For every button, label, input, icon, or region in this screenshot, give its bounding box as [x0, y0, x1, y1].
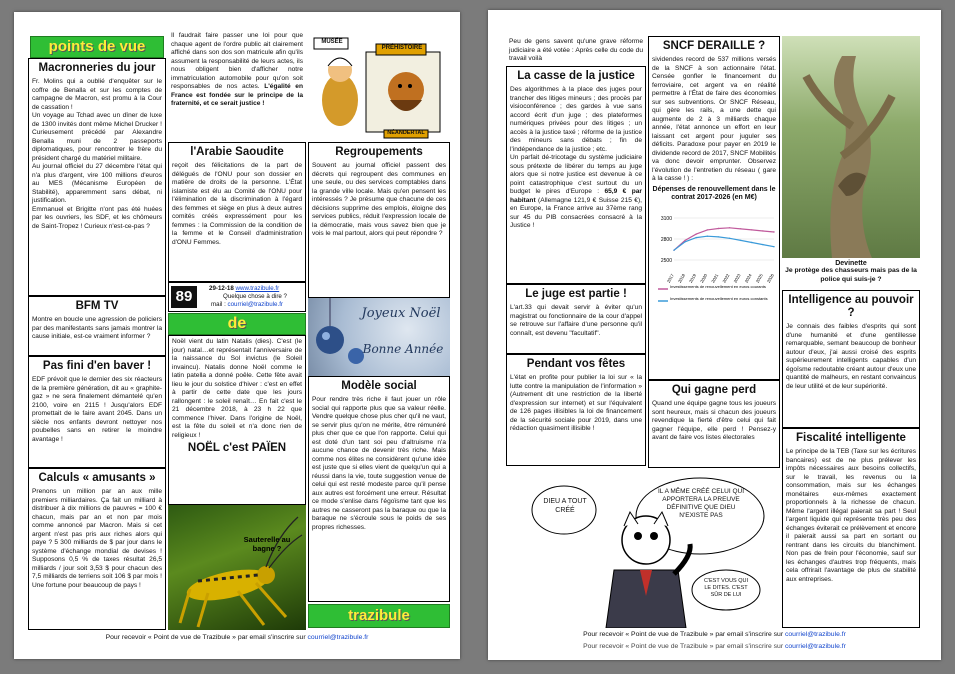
joyeux-noel-card	[308, 298, 450, 376]
chart-xtick-label: 2017	[665, 272, 675, 284]
grasshopper-caption: Sauterelle au bagne ?	[243, 535, 291, 553]
footer-right-repeat-text: Pour recevoir « Point de vue de Trazibule » par email s'inscrire sur	[583, 643, 785, 650]
footer-right-mail[interactable]: courriel@trazibule.fr	[784, 631, 846, 638]
macronneries-p2: Un voyage au Tchad avec un dîner de luxe de 1300 invités dont même Michel Drucker ! Curieusement précédé par Alexandre Benalla muni de 2 passeports diplomatiques, pour rencontrer le frère du président chargé du matériel militaire.	[32, 112, 162, 162]
chart-xtick-label: 2020	[699, 272, 709, 284]
article-justice-intro	[506, 36, 646, 66]
cartoon-museum	[308, 30, 448, 142]
chart-point	[707, 229, 708, 230]
chart-point	[740, 228, 741, 229]
chart-xtick-label: 2026	[765, 272, 775, 284]
article-calculs	[28, 468, 166, 630]
arabie-title: l'Arabie Saoudite	[190, 146, 284, 158]
chart-point	[773, 231, 774, 232]
col2-top-text: Il faudrait faire passer une loi pour que chaque agent de l'ordre public ait clairement affiché dans son dos son matricule afin qu'ils assument la responsabilité de leurs actes, ils nous obligent bien d'afficher notre immatriculation automobile pour qu'on soit responsables de nos actes. L'égalité en France est fondée sur le principe de la fraternité, et ce serait justice !	[171, 32, 303, 107]
sncf-title: SNCF DERAILLE ?	[662, 40, 766, 52]
chart-legend-label: Investissements de renouvellement en euros constants	[670, 295, 768, 301]
chart-point	[696, 233, 697, 234]
issue-tagline: Quelque chose à dire ?	[223, 293, 287, 300]
issue-date: 29-12-18	[209, 285, 234, 292]
tree-trunk-icon	[782, 36, 920, 258]
chart-point	[729, 227, 730, 228]
banner-trazibule: trazibule	[308, 604, 450, 628]
article-macronneries	[28, 58, 166, 296]
modele-social-text: Pour rendre très riche il faut jouer un rôle social qui rapporte plus que sa valeur réelle. Vendre quelque chose plus cher qu'il ne vaut, se servir plus qu'on ne mérite, être rémunéré plus cher que ce que l'on rapporte. Celui qui est doté d'un tant soi peu d'altruisme n'a aucune chance de devenir très riche. Mais comme nos élites ne considèrent qu'une idée est juste que si elles vient de quelqu'un qui a réussi dans la vie, toute suggestion venue de celui qui est resté modeste parce qu'il pense aux autres est forcément une erreur. Résultat ce mode s'enlise dans l'égoïsme tant que les autres ne casseront pas la baraque ou que la baraque ne s'écroule sous le poids de ses propres richesses.	[312, 396, 446, 531]
article-noel	[168, 335, 306, 505]
chart-point	[696, 236, 697, 237]
issue-box	[168, 282, 306, 312]
devinette-text: Je protège des chasseurs mais pas de la police qui suis-je ?	[785, 267, 917, 283]
article-intelligence	[782, 290, 920, 428]
juge-partie-title: Le juge est partie !	[525, 288, 627, 300]
footer-left	[14, 634, 460, 641]
baver-title: Pas fini d'en baver !	[42, 360, 152, 372]
sncf-text: sividendes record de 537 millions versés de la SNCF à son actionnaire l'état. Censée gonfler le financement du ferroviaire, cet argent va en réalité permettre à l'État de faire des économies sur ses subventions. Or SNCF Réseau, qui gère les rails, a une dette qui augmente de 2 à 3 milliards chaque année, l'état annonce un effort en leur laissant cet argent pour juguler ses déficits. Paradoxe pour payer en 2019 le dividende record de 2017, SNCF Mobilités va donc devoir emprunter. Observez l'évolution de l'entretien du réseau ( gare à la casse ! ) :	[652, 56, 776, 182]
chart-point	[762, 230, 763, 231]
bfm-title: BFM TV	[75, 300, 119, 312]
grasshopper-photo	[168, 505, 306, 630]
chart-xtick-label: 2024	[743, 272, 753, 284]
casse-justice-bold: 65,9 € par habitant	[510, 188, 642, 204]
regroupements-title: Regroupements	[335, 146, 423, 158]
article-sncf	[648, 36, 780, 380]
footer-right-repeat-mail[interactable]: courriel@trazibule.fr	[784, 643, 846, 650]
article-modele-social	[308, 376, 450, 602]
chart-ytick-label: 3100	[660, 215, 672, 222]
bonne-annee-text: Bonne Année	[362, 342, 444, 356]
noel-text: Noël vient du latin Natalis (dies). C'est (le jour) natal…et représentait l'anniversaire de la naissance du Sol invictus (le Soleil invaincu). Natalis donne Noël comme le latin patella a donné poêle. Cette fête avait lieu le jour du solstice d'hiver : c'est en effet à partir de cette date que les jours rallongent : le soleil renaît… En fait c'est le 21 décembre 2018, à 23 h 22 que commence l'hiver. Dans l'origine de Noël, est la fête du soleil et n'a donc rien de religieux !	[172, 338, 302, 439]
banner-points-de-vue: points de vue	[30, 36, 164, 58]
chat-bubble-dieu: DIEU A TOUT CRÉÉ	[543, 498, 587, 514]
footer-right-repeat	[488, 643, 941, 650]
fiscalite-title: Fiscalité intelligente	[796, 432, 906, 444]
issue-site[interactable]: www.trazibule.fr	[235, 285, 280, 292]
macronneries-title: Macronneries du jour	[38, 62, 156, 74]
devinette-title: Devinette	[835, 260, 867, 267]
intelligence-text: Je connais des faibles d'esprits qui sont d'une humanité et d'une gentillesse remarquable, semant beaucoup de bonheur autour d'eux, j'ai aussi croisé des esprits supérieurement intelligents capables d'un égoïsme redoutable créant autour d'eux une quantité de malheurs, en restant convaincus de leur utilité et de leur supériorité.	[786, 323, 916, 390]
article-qui-gagne-perd	[648, 380, 780, 468]
article-devinette	[782, 258, 920, 290]
grasshopper-icon	[168, 505, 306, 630]
chart-point	[773, 246, 774, 247]
page-right	[488, 10, 941, 660]
chart-point	[729, 237, 730, 238]
chart-point	[707, 235, 708, 236]
chart-ytick-label: 2500	[660, 257, 672, 264]
cartoon-sign-musee: MUSÉE	[321, 39, 343, 45]
casse-justice-title: La casse de la justice	[517, 70, 635, 82]
article-pendant-fetes	[506, 354, 646, 466]
justice-intro-text: Peu de gens savent qu'une grave réforme judiciaire a été votée : Après celle du code du travail voilà	[509, 38, 643, 62]
qui-gagne-perd-title: Qui gagne perd	[671, 384, 757, 396]
footer-right	[488, 631, 941, 638]
baver-text: EDF prévoit que le dernier des six réacteurs de la première génération, dit au « graphite-gaz » ne sera finalement démantelé qu'en 2100, voire en 2115 ! Jusqu'alors EDF promettait de le faire avant 2045. Dans un siècle nos enfants devront nettoyer nos poubelles sans en retirer le moindre avantage !	[32, 376, 162, 443]
arabie-text: reçoit des félicitations de la part de délégués de l'ONU pour son dossier en matière de droits de la personne. L'État islamiste est élu au Comité de l'ONU pour l'élimination de la discrimination à l'égard des femmes et siège en plus à deux autres comités créés expressément pour les femmes : la Commission de la condition de la femme et le Conseil d'administration d'ONU Femmes.	[172, 162, 302, 246]
chart-point	[740, 239, 741, 240]
regroupements-text: Souvent au journal officiel passent des décrets qui regroupent des communes en une seule, ou des services comptables dans la grande ville locale. Mais qu'en pensent les intéressés ? Je présume que chacune de ces décisions supprime des emplois, éloigne des services publics, réduit l'expression locale de la démocratie, mais vous savez bien que je vois le mal partout, alors qui peut répondre ?	[312, 162, 446, 237]
casse-justice-text2: Un parfait dé-tricotage du système judiciaire sous prétexte de libérer du temps au juge alors que si notre justice est devenue à ce point catastrophique c'est surtout du un budget le pires d'Europe : 65,9 € par habitant (Allemagne 121,9 € Suisse 215 €), en Europe, la France arrive au 37ème rang sur 45 du PIB consacrées consacré à la Justice !	[510, 154, 642, 229]
chat-cartoon	[506, 470, 780, 628]
chart-xtick-label: 2022	[721, 272, 731, 284]
tree-photo	[782, 36, 920, 258]
article-juge-partie	[506, 284, 646, 354]
footer-right-text: Pour recevoir « Point de vue de Trazibule » par email s'inscrire sur	[583, 631, 785, 638]
chat-bubble-meme: IL A MÊME CRÉÉ CELUI QUI APPORTERA LA PREUVE DÉFINITIVE QUE DIEU N'EXISTE PAS	[657, 488, 745, 519]
pendant-fetes-title: Pendant vos fêtes	[526, 358, 626, 370]
intelligence-title: Intelligence au pouvoir ?	[788, 294, 914, 319]
article-baver	[28, 356, 166, 468]
bfm-text: Montre en boucle une agression de policiers par des manifestants sans jamais montrer la cause initiale, est-ce vraiment informer ?	[32, 316, 162, 340]
issue-number: 89	[171, 286, 197, 308]
chart-xtick-label: 2025	[754, 272, 764, 284]
article-arabie	[168, 142, 306, 282]
chart-title: Dépenses de renouvellement dans le contrat 2017-2026 (en M€)	[652, 185, 776, 201]
macronneries-p4: Emmanuel et Brigitte n'ont pas été huées par les ouvriers, les SDF, et les chômeurs de Saint-Tropez ! Curieux n'est-ce-pas ?	[32, 205, 162, 230]
renouvellement-chart	[652, 205, 778, 315]
fiscalite-text: Le principe de la TEB (Taxe sur les écritures bancaires) est de ne plus prélever les impôts nécessaires aux besoins collectifs, sur le travail, les revenus ou la consommation, mais sur les échanges monétaires eux-mêmes exactement proportionnels à la richesse de chacun. Même l'argent illégal paierait sa part ! Seul l'argent liquide qui représente très peu des échanges éviterait ce prélèvement et encore il paierait aussi sa part en sortant ou rentrant dans les circuits du blanchiment. Non pas de frein pour l'économie, sauf sur les échanges d'autres trop fréquents, mais cela offrirait l'avantage de plus de stabilité aux entreprises.	[786, 448, 916, 583]
article-regroupements	[308, 142, 450, 298]
issue-mail[interactable]: courriel@trazibule.fr	[227, 301, 283, 308]
chart-point	[718, 227, 719, 228]
joyeux-noel-text: Joyeux Noël	[361, 306, 441, 321]
pendant-fetes-text: L'état en profite pour publier la loi sur « la lutte contre la manipulation de l'information » (Autrement dit une restriction de la liberté d'expression sur internet) et sur l'équivalent de 126 pages illisibles la loi de financement de la sécurité sociale pour 2019, dans une rédaction quasiment illisible !	[510, 374, 642, 432]
calculs-title: Calculs « amusants »	[38, 472, 156, 484]
macronneries-p1: Fr. Molins qui a oublié d'enquêter sur le coffre de Benalla et sur les comptes de campagne de Macron, est promu à la Cour de cassation !	[32, 78, 162, 111]
chart-ytick-label: 2800	[660, 236, 672, 243]
qui-gagne-perd-text: Quand une équipe gagne tous les joueurs sont heureux, mais si chacun des joueurs revendique la fierté d'être celui qui fait gagner l'équipe, elle perd ! Pensez-y avant de faire vos listes électorales	[652, 400, 776, 441]
casse-justice-text1: Des algorithmes à la place des juges pour trancher des litiges mineurs ; des procès par visioconférence ; des gardes à vue sans accord écrit d'un juge ; des plateformes numériques privées pour des litiges ; un accès à la justice taxé ; réforme de la justice des mineurs sans débats ; fin de l'indépendance de la justice ; etc.	[510, 86, 642, 153]
chart-point	[673, 249, 674, 250]
chart-legend-label: Investissements de renouvellement en euros courants	[670, 283, 766, 289]
chart-xtick-label: 2019	[688, 272, 698, 284]
page-left	[14, 12, 460, 659]
article-col2-top	[168, 30, 306, 148]
chart-point	[751, 241, 752, 242]
juge-partie-text: L'art.33 qui devait servir à éviter qu'un magistrat ou fonctionnaire de la cour d'appel se retrouve sur l'affaire d'une personne qu'il connaît, est devenu "facultatif".	[510, 304, 642, 337]
chart-point	[684, 239, 685, 240]
issue-mail-label: mail :	[211, 301, 228, 308]
footer-left-mail[interactable]: courriel@trazibule.fr	[307, 634, 369, 641]
article-bfm	[28, 296, 166, 356]
footer-left-text: Pour recevoir « Point de vue de Trazibule » par email s'inscrire sur	[105, 634, 308, 641]
article-casse-justice	[506, 66, 646, 284]
chat-bubble-sur: C'EST VOUS QUI LE DITES. C'EST SÛR DE LUI	[703, 578, 749, 598]
cartoon-sign-neandertal: NÉANDERTAL	[387, 130, 425, 136]
noel-title: NOËL c'est PAÏEN	[187, 442, 287, 454]
banner-de: de	[168, 313, 306, 335]
calculs-text: Prenons un million par an aux mille premiers milliardaires. Ça fait un milliard à distribuer à dix millions de pauvres = 100 € chacun, mais par an et non par mois comme annoncé par Macron. Mais si cet argent n'est pas pris aux riches alors qui paye ? 5 300 milliards de $ par jour dans le système d'échange mondial de devises ! Supposons 0,5 % de taxes résultat 26,5 milliards / jour soit 3,53 $ pour chacun des 7,5 milliards de terriens soit 106 $ par mois ! Une fortune pour beaucoup de pays !	[32, 488, 162, 589]
modele-social-title: Modèle social	[341, 380, 417, 392]
macronneries-p3: Au journal officiel du 27 décembre l'état qui n'a plus d'argent, vire 100 millions d'euros au MES (Mécanisme Européen de Stabilité), apparemment sans débat, ni justification.	[32, 163, 162, 204]
chart-point	[762, 243, 763, 244]
col2-top-bold: L'égalité en France est fondée sur le principe de la fraternité, et ce serait justice !	[171, 83, 303, 107]
chart-point	[684, 241, 685, 242]
chart-xtick-label: 2023	[732, 272, 742, 284]
chart-point	[718, 236, 719, 237]
cartoon-sign-prehistoire: PRÉHISTOIRE	[381, 45, 423, 51]
chart-point	[751, 229, 752, 230]
chart-xtick-label: 2018	[676, 272, 686, 284]
article-fiscalite	[782, 428, 920, 628]
chart-xtick-label: 2021	[710, 272, 720, 284]
